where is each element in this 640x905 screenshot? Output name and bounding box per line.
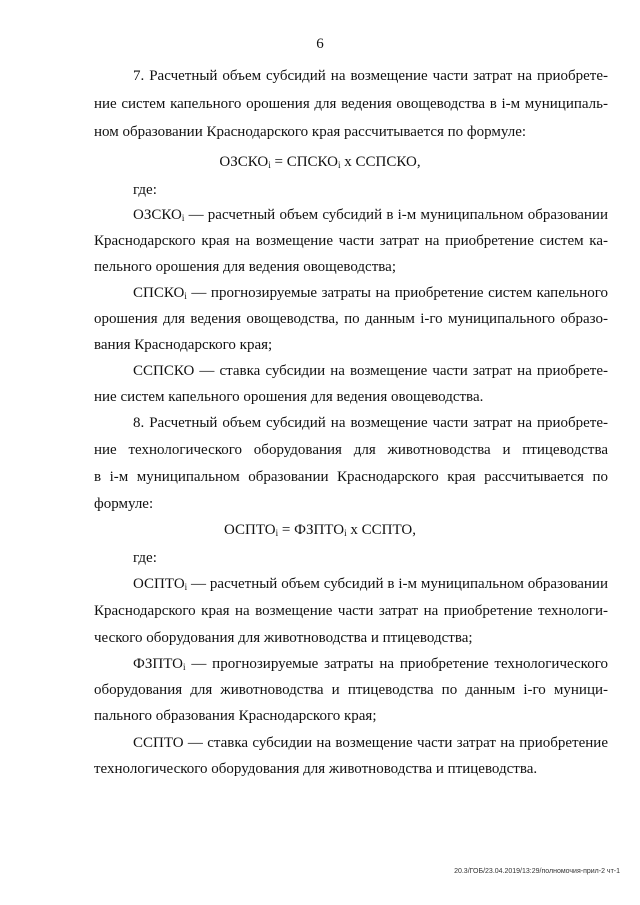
- where-label: где:: [133, 550, 157, 566]
- formula-ospto: [0, 520, 640, 540]
- section-8-line-1: 8. Расчетный объем субсидий на возмещение части затрат на приобрете-: [133, 415, 608, 431]
- where-label: где:: [133, 182, 157, 198]
- definition-term: ОСПТО: [133, 576, 185, 592]
- definition-subscript: i: [184, 582, 188, 592]
- formula-subscript: i: [275, 528, 279, 538]
- formula-ozsko: [0, 152, 640, 172]
- formula-term: х ССПСКО,: [340, 154, 421, 170]
- definition-spsko-line-3: вания Краснодарского края;: [94, 337, 273, 353]
- definition-ozsko-line-1: [133, 205, 608, 225]
- definition-sspto-line-2: технологического оборудования для животноводства и птицеводства.: [94, 761, 538, 777]
- section-8-line-4: формуле:: [94, 496, 154, 512]
- definition-term: ФЗПТО: [133, 656, 183, 672]
- definition-subscript: i: [181, 213, 185, 223]
- formula-term: ОЗСКО: [219, 154, 269, 170]
- document-footer: 20.3/ГОБ/23.04.2019/13:29/полномочия-прил-2 чт-1: [454, 868, 620, 875]
- section-7-line-3: ном образовании Краснодарского края рассчитывается по формуле:: [94, 124, 527, 140]
- definition-fzpto-line-3: пального образования Краснодарского края;: [94, 708, 377, 724]
- formula-subscript: i: [338, 160, 341, 170]
- definition-term: СПСКО: [133, 285, 185, 301]
- definition-ospto-line-3: ческого оборудования для животноводства и птицеводства;: [94, 630, 473, 646]
- definition-text: — расчетный объем субсидий в i-м муниципальном образовании: [187, 576, 608, 592]
- formula-term: ОСПТО: [223, 522, 276, 538]
- section-8-line-2: ние технологического оборудования для животноводства и птицеводства: [94, 442, 608, 458]
- definition-term: ОЗСКО: [133, 207, 182, 223]
- definition-ozsko-line-2: Краснодарского края на возмещение части затрат на приобретение систем ка-: [94, 233, 608, 249]
- formula-subscript: i: [268, 160, 271, 170]
- definition-subscript: i: [184, 291, 187, 301]
- formula-term: = ФЗПТО: [278, 522, 345, 538]
- formula-subscript: i: [344, 528, 347, 538]
- page-number: 6: [316, 36, 324, 52]
- section-8-line-3: в i-м муниципальном образовании Краснодарского края рассчитывается по: [94, 469, 608, 485]
- definition-sspto-line-1: ССПТО — ставка субсидии на возмещение части затрат на приобретение: [133, 735, 608, 751]
- definition-subscript: i: [183, 662, 186, 672]
- formula-term: = СПСКО: [270, 154, 339, 170]
- definition-ospto-line-1: [133, 574, 608, 594]
- definition-spsko-line-2: орошения для ведения овощеводства, по данным i-го муниципального образо-: [94, 311, 608, 327]
- definition-text: — прогнозируемые затраты на приобретение технологического: [185, 656, 608, 672]
- definition-fzpto-line-2: оборудования для животноводства и птицеводства по данным i-го муници-: [94, 682, 608, 698]
- formula-term: х ССПТО,: [346, 522, 417, 538]
- definition-spsko-line-1: [133, 283, 608, 303]
- definition-fzpto-line-1: [133, 654, 608, 674]
- definition-ospto-line-2: Краснодарского края на возмещение части затрат на приобретение технологи-: [94, 603, 608, 619]
- definition-ozsko-line-3: пельного орошения для ведения овощеводства;: [94, 259, 396, 275]
- definition-text: — прогнозируемые затраты на приобретение систем капельного: [186, 285, 608, 301]
- section-7-line-1: 7. Расчетный объем субсидий на возмещение части затрат на приобрете-: [133, 68, 608, 84]
- definition-sspsko-line-2: ние систем капельного орошения для ведения овощеводства.: [94, 389, 484, 405]
- section-7-line-2: ние систем капельного орошения для ведения овощеводства в i-м муниципаль-: [94, 96, 608, 112]
- definition-sspsko-line-1: ССПСКО — ставка субсидии на возмещение части затрат на приобрете-: [133, 363, 608, 379]
- definition-text: — расчетный объем субсидий в i-м муниципальном образовании: [184, 207, 608, 223]
